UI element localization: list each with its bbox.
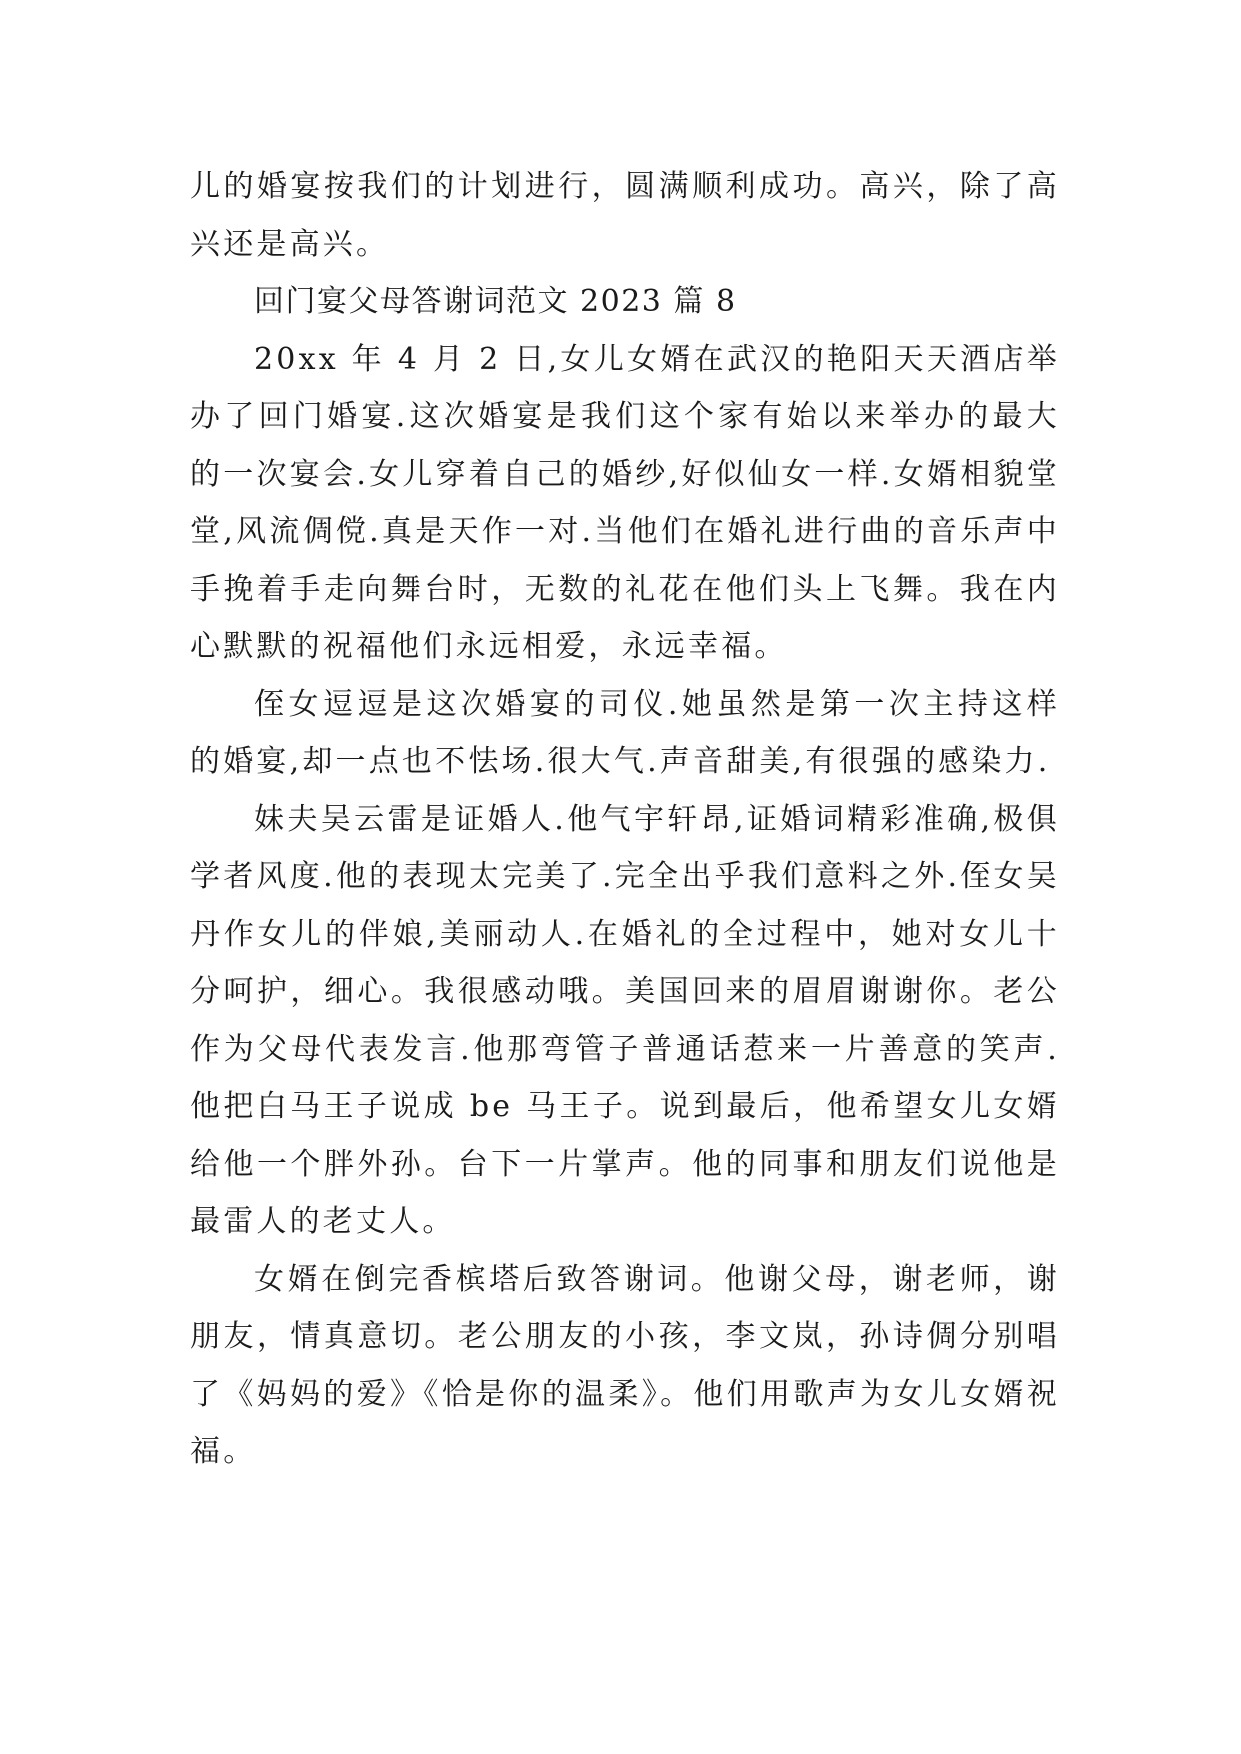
section-heading: 回门宴父母答谢词范文 2023 篇 8 [254, 284, 737, 319]
paragraph-witness: 妹夫吴云雷是证婚人.他气宇轩昂,证婚词精彩准确,极俱学者风度.他的表现太完美了.完全出乎我们意料之外.侄女吴丹作女儿的伴娘,美丽动人.在婚礼的全过程中，她对女儿十分呵护，细心。我很感动哦。美国回来的眉眉谢谢你。老公作为父母代表发言.他那弯管子普通话惹来一片善意的笑声.他把白马王子说成 be 马王子。说到最后，他希望女儿女婿给他一个胖外孙。台下一片掌声。他的同事和朋友们说他是最雷人的老丈人。 [190, 801, 1060, 1239]
document-body [190, 158, 1060, 1481]
paragraph-continuation: 儿的婚宴按我们的计划进行，圆满顺利成功。高兴，除了高兴还是高兴。 [190, 169, 1060, 262]
paragraph-wedding-banquet: 20xx 年 4 月 2 日,女儿女婿在武汉的艳阳天天酒店举办了回门婚宴.这次婚宴是我们这个家有始以来举办的最大的一次宴会.女儿穿着自己的婚纱,好似仙女一样.女婿相貌堂堂,风流倜傥.真是天作一对.当他们在婚礼进行曲的音乐声中手挽着手走向舞台时，无数的礼花在他们头上飞舞。我在内心默默的祝福他们永远相爱，永远幸福。 [190, 341, 1060, 664]
paragraph-groom-thanks: 女婿在倒完香槟塔后致答谢词。他谢父母，谢老师，谢朋友，情真意切。老公朋友的小孩，李文岚，孙诗倜分别唱了《妈妈的爱》《恰是你的温柔》。他们用歌声为女儿女婿祝福。 [190, 1261, 1060, 1469]
paragraph-emcee: 侄女逗逗是这次婚宴的司仪.她虽然是第一次主持这样的婚宴,却一点也不怯场.很大气.声音甜美,有很强的感染力. [190, 686, 1060, 779]
